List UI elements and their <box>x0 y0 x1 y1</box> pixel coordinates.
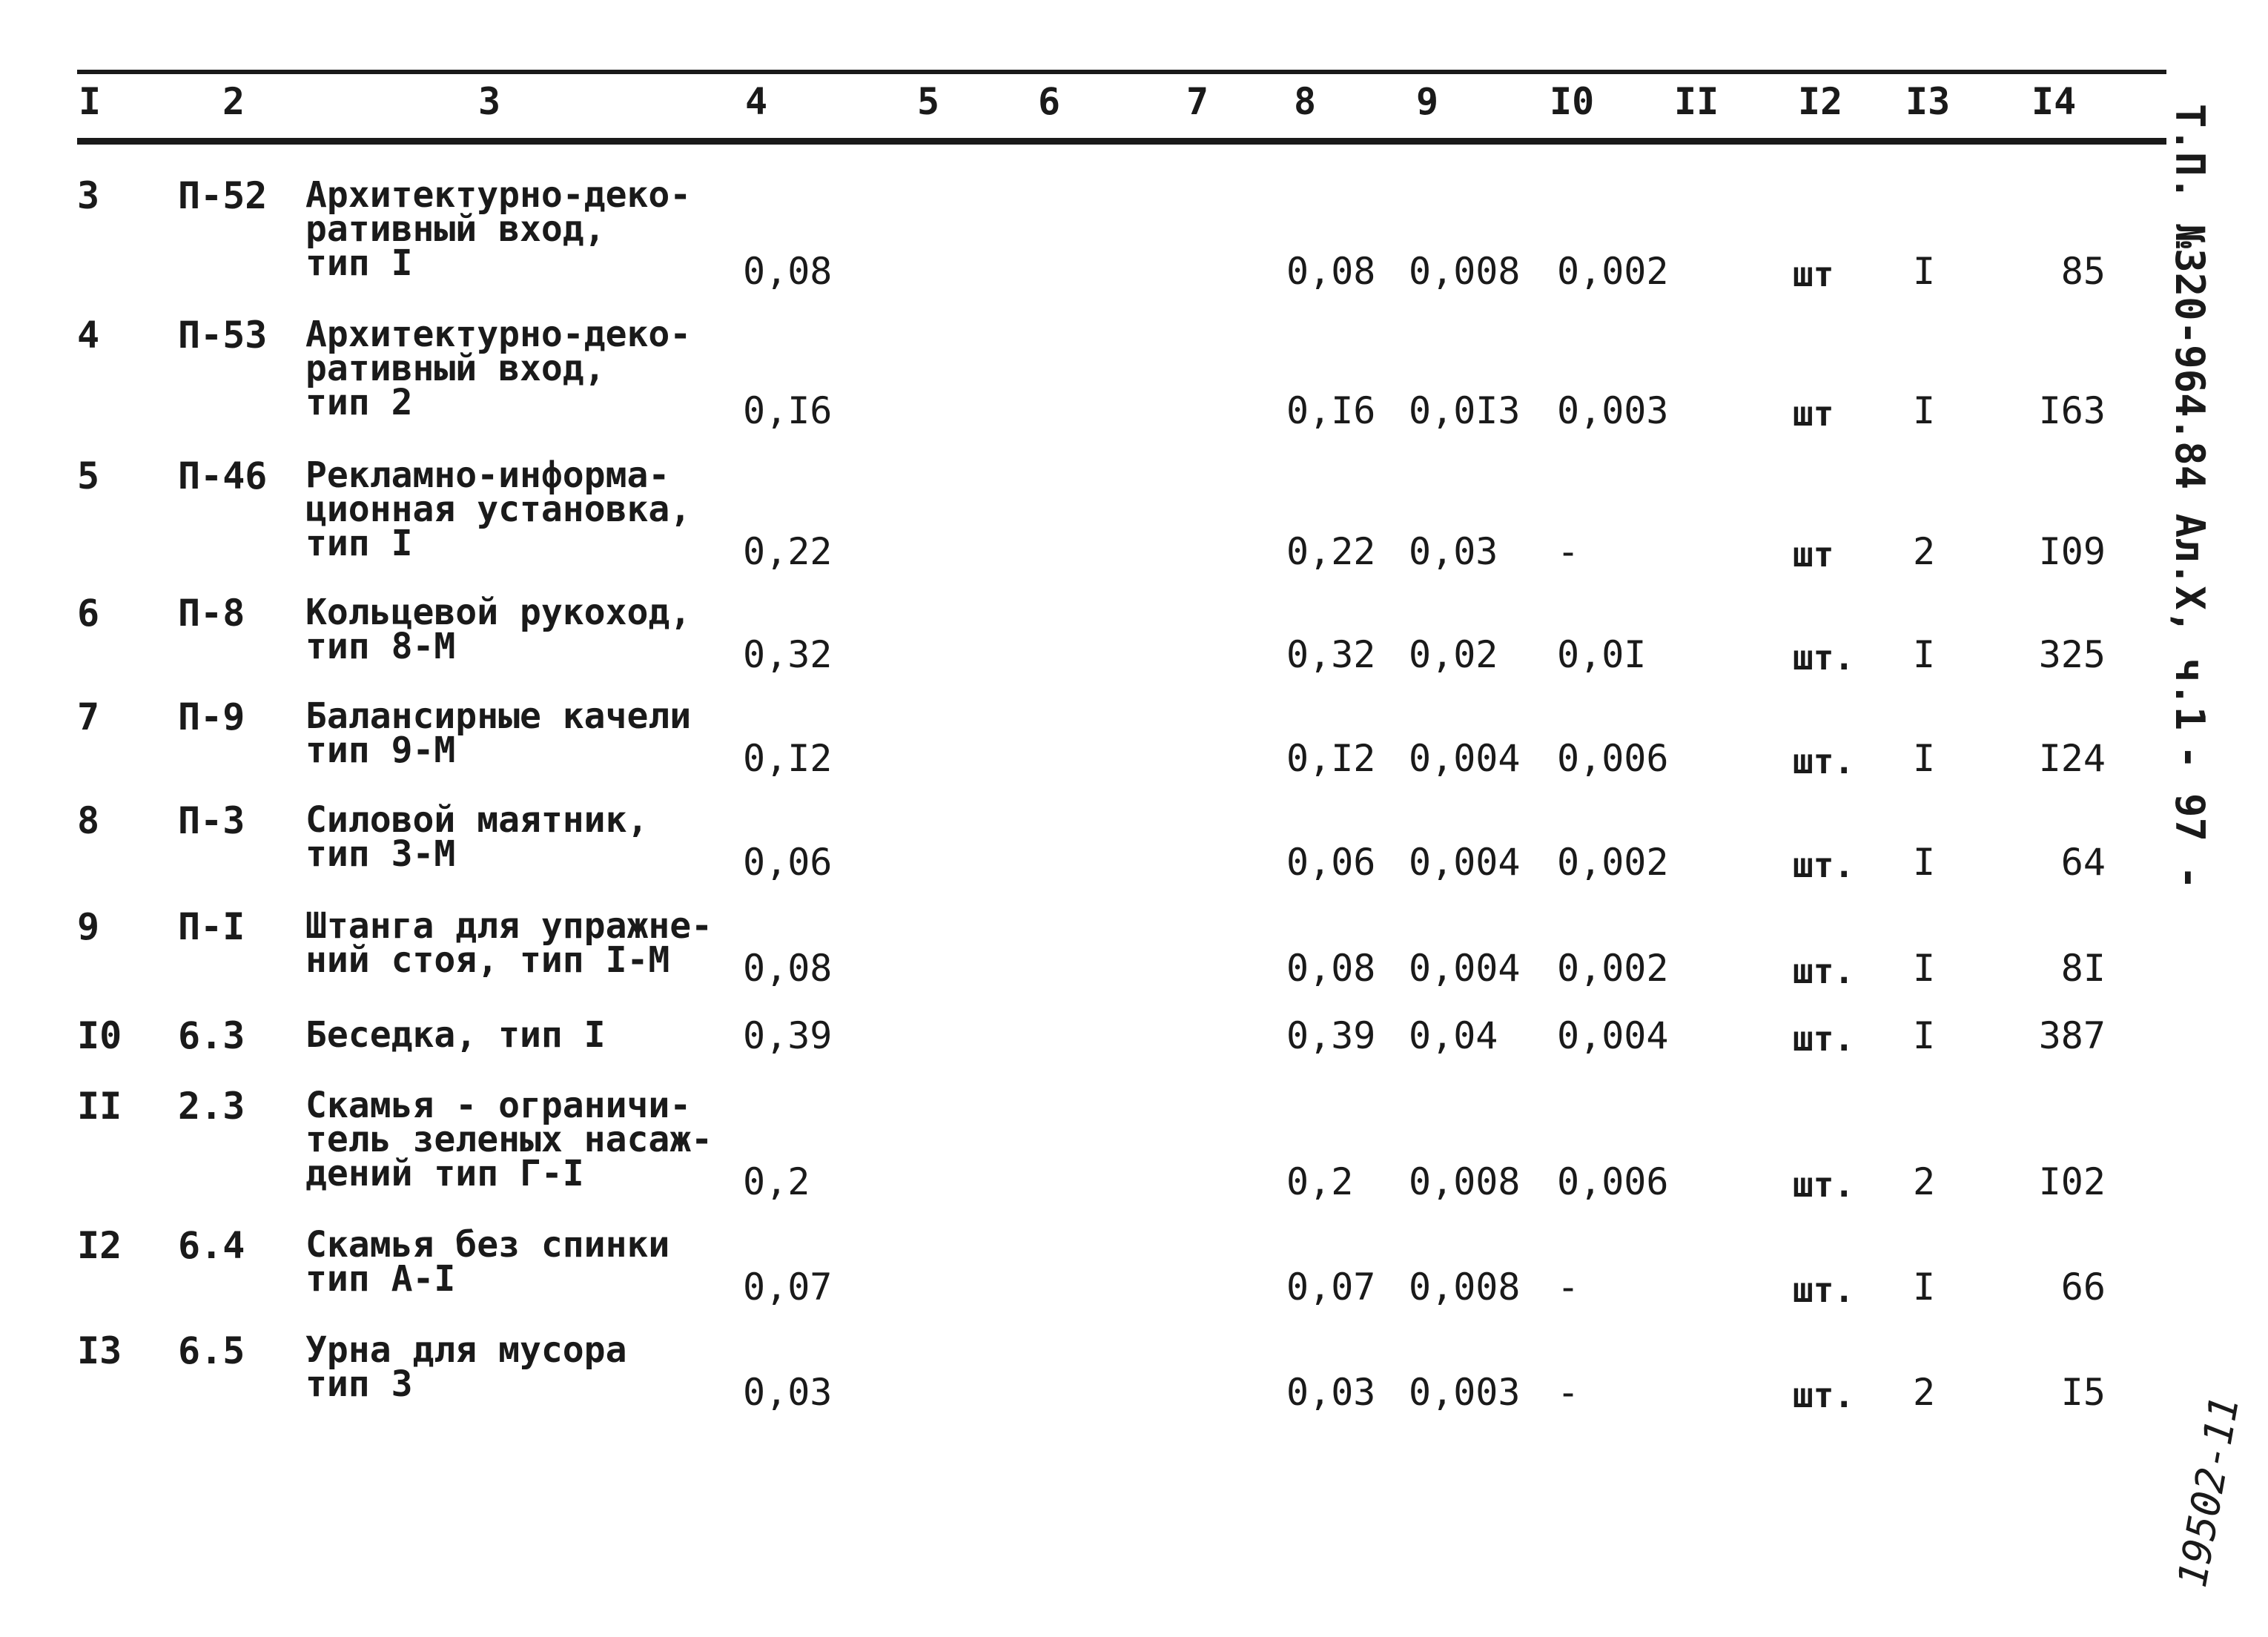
col13-value: I <box>1913 841 1936 884</box>
col9-value: 0,008 <box>1409 1160 1521 1203</box>
unit-value: шт. <box>1793 1375 1855 1415</box>
unit-value: шт. <box>1793 741 1855 781</box>
row-description <box>305 314 692 423</box>
row-description <box>305 695 692 771</box>
col14-value: I63 <box>2038 389 2106 432</box>
col8-value: 0,03 <box>1286 1371 1376 1414</box>
row-code: П-52 <box>178 174 268 217</box>
description-line: тип А-I <box>305 1258 456 1300</box>
description-line: тип 3-М <box>305 833 456 875</box>
row-code: П-I <box>178 905 245 948</box>
col10-value: - <box>1557 1371 1580 1414</box>
col14-value: 85 <box>2060 250 2106 293</box>
col13-value: I <box>1913 737 1936 780</box>
col14-value: 66 <box>2060 1266 2106 1309</box>
col10-value: 0,003 <box>1557 389 1669 432</box>
column-header-11: II <box>1674 80 1719 123</box>
column-header-10: I0 <box>1550 80 1595 123</box>
description-line: ративный вход, <box>305 348 606 389</box>
col10-value: 0,002 <box>1557 250 1669 293</box>
description-line: Архитектурно-деко- <box>305 314 692 355</box>
row-number: 5 <box>77 454 100 497</box>
col8-value: 0,06 <box>1286 841 1376 884</box>
col13-value: 2 <box>1913 530 1936 573</box>
unit-value: шт. <box>1793 638 1855 678</box>
col9-value: 0,0I3 <box>1409 389 1521 432</box>
description-line: ративный вход, <box>305 208 606 250</box>
col10-value: 0,002 <box>1557 947 1669 990</box>
description-line: тип I <box>305 523 413 564</box>
unit-value: шт. <box>1793 1165 1855 1205</box>
col9-value: 0,004 <box>1409 737 1521 780</box>
col9-value: 0,004 <box>1409 841 1521 884</box>
sheet-code: 19502-11 <box>2169 1392 2249 1591</box>
description-line: тип 3 <box>305 1363 413 1405</box>
row-description <box>305 1329 627 1405</box>
description-line: Архитектурно-деко- <box>305 174 692 216</box>
doc-reference: Т.П. №320-964.84 Ал.Х, ч.1 <box>2166 104 2213 731</box>
row-number: 4 <box>77 314 100 357</box>
col8-value: 0,08 <box>1286 250 1376 293</box>
column-header-7: 7 <box>1186 80 1209 123</box>
row-description <box>305 1014 606 1056</box>
row-code: П-3 <box>178 799 245 842</box>
col9-value: 0,008 <box>1409 1266 1521 1309</box>
description-line: Рекламно-информа- <box>305 454 670 496</box>
col4-value: 0,08 <box>743 947 833 990</box>
col9-value: 0,003 <box>1409 1371 1521 1414</box>
col4-value: 0,39 <box>743 1014 833 1057</box>
description-line: тип 9-М <box>305 730 456 771</box>
description-line: тип 2 <box>305 382 413 423</box>
description-line: ционная установка, <box>305 489 692 530</box>
description-line: Урна для мусора <box>305 1329 627 1371</box>
description-line: Штанга для упражне- <box>305 905 713 947</box>
column-header-9: 9 <box>1416 80 1439 123</box>
row-code: П-8 <box>178 592 245 635</box>
row-code: П-9 <box>178 695 245 738</box>
col9-value: 0,04 <box>1409 1014 1498 1057</box>
row-code: П-46 <box>178 454 268 497</box>
description-line: Скамья без спинки <box>305 1224 670 1266</box>
column-header-14: I4 <box>2031 80 2077 123</box>
col13-value: I <box>1913 250 1936 293</box>
unit-value: шт. <box>1793 1019 1855 1059</box>
description-line: тип 8-М <box>305 626 456 667</box>
column-header-2: 2 <box>222 80 245 123</box>
row-description <box>305 1085 713 1194</box>
col9-value: 0,03 <box>1409 530 1498 573</box>
row-number: 8 <box>77 799 100 842</box>
col4-value: 0,2 <box>743 1160 810 1203</box>
unit-value: шт. <box>1793 951 1855 991</box>
description-line: ний стоя, тип I-М <box>305 939 670 981</box>
row-description <box>305 799 649 875</box>
description-line: Балансирные качели <box>305 695 692 737</box>
unit-value: шт. <box>1793 1270 1855 1310</box>
col8-value: 0,39 <box>1286 1014 1376 1057</box>
col13-value: 2 <box>1913 1160 1936 1203</box>
col10-value: 0,002 <box>1557 841 1669 884</box>
col4-value: 0,I2 <box>743 737 833 780</box>
col14-value: I02 <box>2038 1160 2106 1203</box>
col14-value: 64 <box>2060 841 2106 884</box>
col4-value: 0,I6 <box>743 389 833 432</box>
column-header-12: I2 <box>1798 80 1843 123</box>
row-number: 9 <box>77 905 100 948</box>
row-description <box>305 905 713 981</box>
col4-value: 0,22 <box>743 530 833 573</box>
col8-value: 0,I6 <box>1286 389 1376 432</box>
col10-value: 0,006 <box>1557 1160 1669 1203</box>
description-line: дений тип Г-I <box>305 1153 584 1194</box>
unit-value: шт. <box>1793 845 1855 885</box>
col13-value: I <box>1913 947 1936 990</box>
row-number: II <box>77 1085 122 1128</box>
table-header-rule <box>77 138 2166 145</box>
row-number: 3 <box>77 174 100 217</box>
col14-value: I09 <box>2038 530 2106 573</box>
col9-value: 0,008 <box>1409 250 1521 293</box>
column-header-4: 4 <box>745 80 768 123</box>
row-description <box>305 454 692 564</box>
row-description <box>305 1224 670 1300</box>
col14-value: I24 <box>2038 737 2106 780</box>
row-code: 6.5 <box>178 1329 245 1372</box>
description-line: Кольцевой рукоход, <box>305 592 692 633</box>
unit-value: шт <box>1793 394 1834 434</box>
description-line: Скамья - ограничи- <box>305 1085 692 1126</box>
row-number: I0 <box>77 1014 122 1057</box>
row-number: 7 <box>77 695 100 738</box>
description-line: Силовой маятник, <box>305 799 649 841</box>
unit-value: шт <box>1793 254 1834 294</box>
col10-value: - <box>1557 530 1580 573</box>
description-line: тель зеленых насаж- <box>305 1119 713 1160</box>
col10-value: - <box>1557 1266 1580 1309</box>
col4-value: 0,03 <box>743 1371 833 1414</box>
column-header-6: 6 <box>1038 80 1061 123</box>
col4-value: 0,32 <box>743 633 833 676</box>
row-code: П-53 <box>178 314 268 357</box>
col13-value: I <box>1913 633 1936 676</box>
page-number: - 97 - <box>2166 745 2213 890</box>
col8-value: 0,32 <box>1286 633 1376 676</box>
row-description <box>305 592 692 667</box>
column-header-1: I <box>79 80 102 123</box>
row-code: 6.4 <box>178 1224 245 1267</box>
col14-value: 387 <box>2038 1014 2106 1057</box>
col10-value: 0,006 <box>1557 737 1669 780</box>
col9-value: 0,02 <box>1409 633 1498 676</box>
col8-value: 0,22 <box>1286 530 1376 573</box>
col4-value: 0,07 <box>743 1266 833 1309</box>
col8-value: 0,08 <box>1286 947 1376 990</box>
col13-value: 2 <box>1913 1371 1936 1414</box>
col13-value: I <box>1913 1266 1936 1309</box>
column-header-13: I3 <box>1905 80 1951 123</box>
row-description <box>305 174 692 284</box>
col10-value: 0,004 <box>1557 1014 1669 1057</box>
description-line: тип I <box>305 242 413 284</box>
col8-value: 0,I2 <box>1286 737 1376 780</box>
col13-value: I <box>1913 389 1936 432</box>
description-line: Беседка, тип I <box>305 1014 606 1056</box>
unit-value: шт <box>1793 535 1834 575</box>
table-top-rule <box>77 70 2166 74</box>
col8-value: 0,2 <box>1286 1160 1354 1203</box>
col13-value: I <box>1913 1014 1936 1057</box>
row-code: 6.3 <box>178 1014 245 1057</box>
column-header-5: 5 <box>917 80 940 123</box>
column-header-8: 8 <box>1294 80 1317 123</box>
col14-value: 8I <box>2060 947 2106 990</box>
column-header-3: 3 <box>478 80 501 123</box>
col4-value: 0,06 <box>743 841 833 884</box>
col14-value: I5 <box>2060 1371 2106 1414</box>
col4-value: 0,08 <box>743 250 833 293</box>
row-code: 2.3 <box>178 1085 245 1128</box>
row-number: 6 <box>77 592 100 635</box>
col8-value: 0,07 <box>1286 1266 1376 1309</box>
row-number: I2 <box>77 1224 122 1267</box>
col14-value: 325 <box>2038 633 2106 676</box>
col9-value: 0,004 <box>1409 947 1521 990</box>
row-number: I3 <box>77 1329 122 1372</box>
col10-value: 0,0I <box>1557 633 1647 676</box>
